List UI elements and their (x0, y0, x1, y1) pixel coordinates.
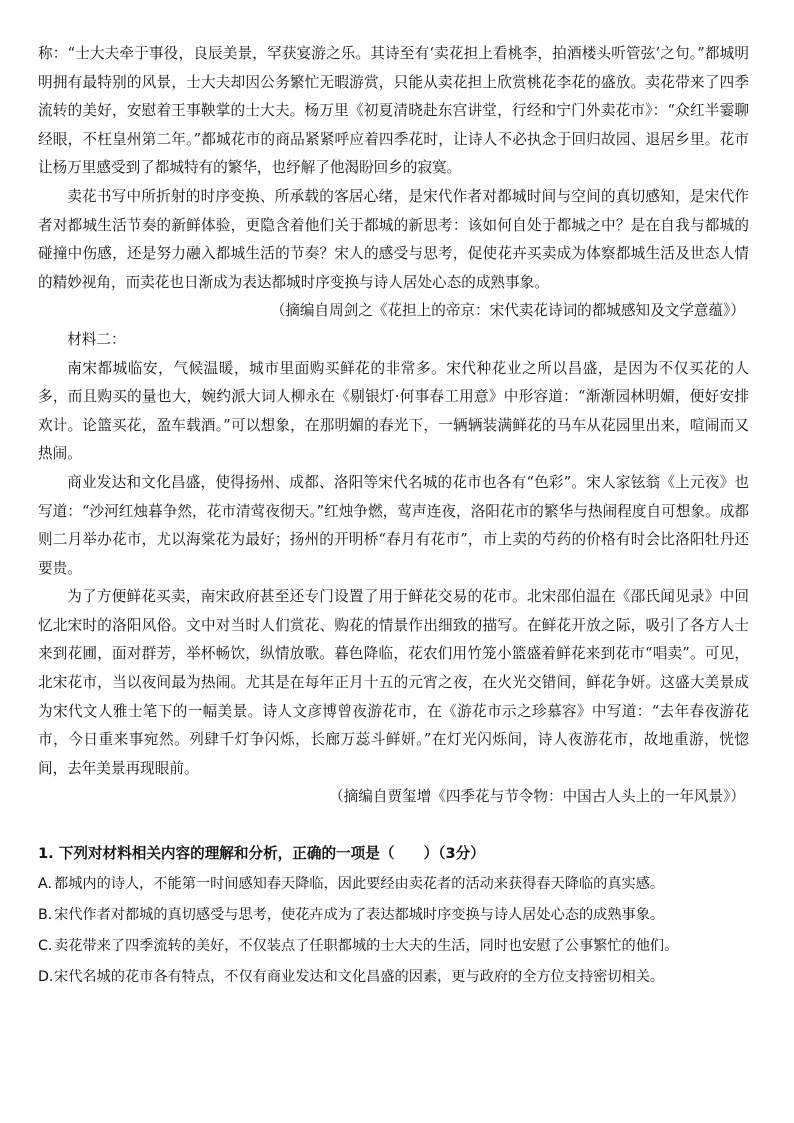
option-a[interactable] (38, 869, 749, 900)
option-text: 都城内的诗人，不能第一时间感知春天降临，因此要经由卖花者的活动来获得春天降临的真实感。 (54, 876, 665, 893)
material-2-source: （摘编自贾玺增《四季花与节令物：中国古人头上的一年风景》） (329, 788, 745, 806)
option-text: 卖花带来了四季流转的美好，不仅装点了任职都城的士大夫的生活，同时也安慰了公事繁忙的他们。 (54, 938, 679, 955)
option-b[interactable] (38, 900, 749, 931)
option-text: 宋代作者对都城的真切感受与思考，使花卉成为了表达都城时序变换与诗人居处心态的成熟事象。 (54, 907, 665, 924)
option-text: 宋代名城的花市各有特点，不仅有商业发达和文化昌盛的因素，更与政府的全方位支持密切相关。 (54, 969, 665, 986)
material-1-source: （摘编自周剑之《花担上的帝京：宋代卖花诗词的都城感知及文学意蕴》） (270, 302, 745, 320)
option-letter: A. (38, 876, 52, 893)
material-1-paragraph-2: 卖花书写中所折射的时序变换、所承载的客居心绪，是宋代作者对都城时间与空间的真切感知，是宋代作者对都城生活节奏的新鲜体验，更隐含着他们关于都城的新思考：该如何自处于都城之中？是在自我与都城的碰撞中伤感，还是努力融入都城生活的节奏？宋人的感受与思考，促使花卉买卖成为体察都城生活及世态人情的精妙视角，而卖花也日渐成为表达都城时序变换与诗人居处心态的成熟事象。 (38, 187, 749, 291)
material-2-label: 材料二： (67, 330, 126, 348)
option-letter: D. (38, 969, 54, 986)
question-1 (38, 838, 749, 993)
option-letter: B. (38, 907, 53, 924)
material-2-paragraph-1: 南宋都城临安，气候温暖，城市里面购买鲜花的非常多。宋代种花业之所以昌盛，是因为不仅买花的人多，而且购买的量也大，婉约派大词人柳永在《剔银灯·何事春工用意》中形容道：“渐渐园林明媚，便好安排欢计。论篮买花，盈车载酒。”可以想象，在那明媚的春光下，一辆辆装满鲜花的马车从花园里出来，喧闹而又热闹。 (38, 359, 749, 463)
option-d[interactable] (38, 962, 749, 993)
option-letter: C. (38, 938, 53, 955)
material-2-paragraph-2: 商业发达和文化昌盛，使得扬州、成都、洛阳等宋代名城的花市也各有“色彩”。宋人家铉翁《上元夜》也写道：“沙河红烛暮争然，花市清莺夜彻天。”红烛争燃，莺声连夜，洛阳花市的繁华与热闹程度自可想象。成都则二月举办花市，尤以海棠花为最好；扬州的开明桥“春月有花市”，市上卖的芍药的价格有时会比洛阳牡丹还要贵。 (38, 473, 749, 577)
option-c[interactable] (38, 931, 749, 962)
material-1-paragraph-1: 称：“士大夫牵于事役，良辰美景，罕获宴游之乐。其诗至有‘卖花担上看桃李，拍酒楼头听管弦’之句。”都城明明拥有最特别的风景，士大夫却因公务繁忙无暇游赏，只能从卖花担上欣赏桃花李花的盛放。卖花带来了四季流转的美好，安慰着王事鞅掌的士大夫。杨万里《初夏清晓赴东宫讲堂，行经和宁门外卖花市》：“众红半霎聊经眼，不枉皇州第二年。”都城花市的商品紧紧呼应着四季花时，让诗人不必执念于回归故园、退居乡里。花市让杨万里感受到了都城特有的繁华，也纾解了他渴盼回乡的寂寞。 (38, 45, 749, 177)
question-stem: 1. 下列对材料相关内容的理解和分析，正确的一项是（ ）（3分） (38, 845, 485, 863)
material-2-paragraph-3: 为了方便鲜花买卖，南宋政府甚至还专门设置了用于鲜花交易的花市。北宋邵伯温在《邵氏闻见录》中回忆北宋时的洛阳风俗。文中对当时人们赏花、购花的情景作出细致的描写。在鲜花开放之际，吸引了各方人士来到花圃，面对群芳，举杯畅饮，纵情放歌。暮色降临，花农们用竹笼小篮盛着鲜花来到花市“唱卖”。可见，北宋花市，当以夜间最为热闹。尤其是在每年正月十五的元宵之夜，在火光交错间，鲜花争妍。这盛大美景成为宋代文人雅士笔下的一幅美景。诗人文彦博曾夜游花市，在《游花市示之珍慕容》中写道：“去年春夜游花市，今日重来事宛然。列肆千灯争闪烁，长廊万蕊斗鲜妍。”在灯光闪烁间，诗人夜游花市，故地重游，恍惚间，去年美景再现眼前。 (38, 588, 749, 777)
